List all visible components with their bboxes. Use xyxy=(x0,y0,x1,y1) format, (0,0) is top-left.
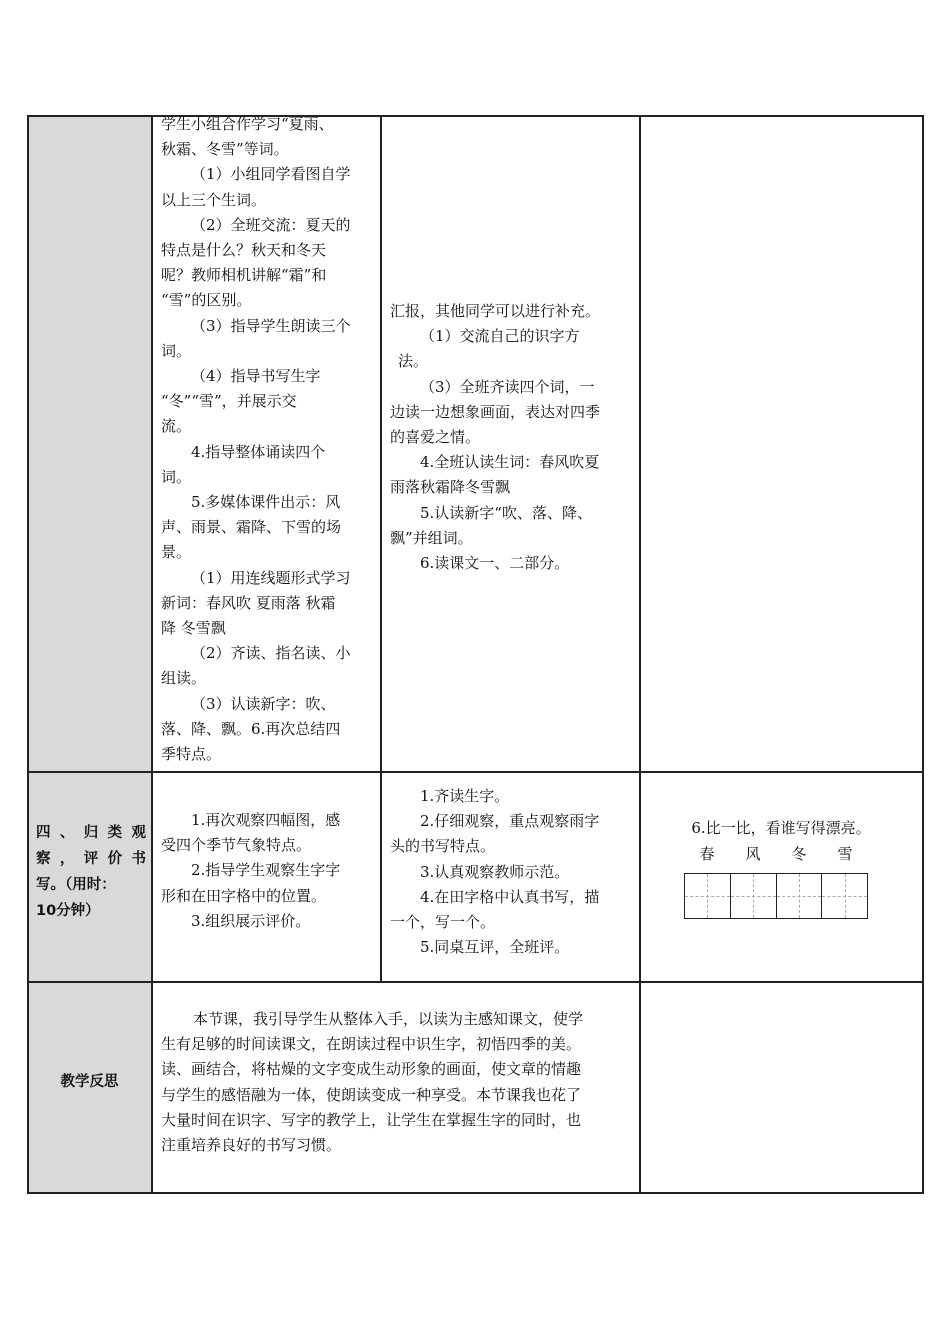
title-line: 写。（用时： xyxy=(36,877,116,893)
text-line: 与学生的感悟融为一体，使朗读变成一种享受。本节课我也花了 xyxy=(161,1085,582,1104)
text-line: 3.组织展示评价。 xyxy=(191,911,311,930)
text-line: 受四个季节气象特点。 xyxy=(161,836,312,855)
text-line: 5.同桌互评，全班评。 xyxy=(420,938,570,957)
row2-section-title xyxy=(36,820,146,924)
writing-practice-chars xyxy=(684,842,868,867)
text-line: 3.认真观察教师示范。 xyxy=(420,862,570,881)
text-line: 流。 xyxy=(161,417,192,436)
row3-section-title: 教学反思 xyxy=(60,1074,119,1090)
text-line: 汇报，其他同学可以进行补充。 xyxy=(390,302,601,320)
text-line: 读、画结合，将枯燥的文字变成生动形象的画面，使文章的情趣 xyxy=(161,1060,582,1079)
text-line: 2.仔细观察，重点观察雨字 xyxy=(420,812,600,831)
table-border-left xyxy=(27,115,29,1194)
text-line: 新词：春风吹 夏雨落 秋霜 xyxy=(161,593,336,612)
text-line: 5.认读新字“吹、落、降、 xyxy=(420,503,592,522)
column-divider-3 xyxy=(639,115,641,1194)
text-line: 呢？教师相机讲解“霜”和 xyxy=(161,266,327,285)
writing-practice-title: 6.比一比，看谁写得漂亮。 xyxy=(691,819,871,837)
text-line: 本节课，我引导学生从整体入手，以读为主感知课文，使学 xyxy=(193,1010,584,1028)
text-line: （2）齐读、指名读、小 xyxy=(191,644,351,663)
text-line: 秋霜、冬雪”等词。 xyxy=(161,140,289,159)
text-line: 声、雨景、霜降、下雪的场 xyxy=(161,518,342,537)
tianzige-cell xyxy=(822,874,867,918)
text-line: （1）小组同学看图自学 xyxy=(191,165,351,184)
text-line: 特点是什么？秋天和冬天 xyxy=(161,241,327,260)
text-line: 景。 xyxy=(161,543,192,562)
text-line: 4.全班认读生词：春风吹夏 xyxy=(420,453,600,472)
text-line: 一个，写一个。 xyxy=(390,913,496,932)
text-line: “雪”的区别。 xyxy=(161,291,252,310)
text-line: 词。 xyxy=(161,341,192,360)
text-line: 季特点。 xyxy=(161,745,222,764)
text-line: （1）用连线题形式学习 xyxy=(191,568,351,587)
tianzige-cell xyxy=(777,874,823,918)
text-line: 的喜爱之情。 xyxy=(390,428,481,447)
text-line: （4）指导书写生字 xyxy=(191,367,321,386)
tianzige-cell xyxy=(685,874,731,918)
text-line: （1）交流自己的识字方 xyxy=(420,327,580,346)
text-line: 1.再次观察四幅图，感 xyxy=(191,811,341,829)
practice-char: 风 xyxy=(745,845,761,863)
text-line: 飘”并组词。 xyxy=(390,528,473,547)
text-line: （3）全班齐读四个词，一 xyxy=(420,377,595,396)
teaching-reflection xyxy=(161,1007,637,1158)
text-line: 边读一边想象画面，表达对四季 xyxy=(390,402,601,421)
text-line: 1.齐读生字。 xyxy=(420,787,510,805)
practice-char: 春 xyxy=(699,845,715,863)
tianzige-cell xyxy=(731,874,777,918)
text-line: 词。 xyxy=(161,467,192,486)
text-line: （2）全班交流：夏天的 xyxy=(191,215,351,234)
row1-header-cell xyxy=(28,116,151,772)
tianzige-grid xyxy=(684,873,868,919)
text-line: “冬”“雪”，并展示交 xyxy=(161,392,297,411)
column-divider-2 xyxy=(380,115,382,982)
text-line: 2.指导学生观察生字字 xyxy=(191,861,341,880)
text-line: 4.指导整体诵读四个 xyxy=(191,442,326,461)
text-line: （3）认读新字：吹、 xyxy=(191,694,336,713)
text-line: 学生小组合作学习“夏雨、 xyxy=(161,115,334,133)
text-line: 生有足够的时间读课文，在朗读过程中识生字，初悟四季的美。 xyxy=(161,1035,582,1054)
title-line: 10分钟） xyxy=(36,903,100,919)
text-line: 6.读课文一、二部分。 xyxy=(420,554,570,573)
table-border-row2-bottom xyxy=(27,981,924,983)
text-line: 头的书写特点。 xyxy=(390,837,496,856)
row2-teacher-activity xyxy=(161,808,376,934)
row1-teacher-activity xyxy=(161,112,376,767)
text-line: 组读。 xyxy=(161,669,207,688)
row2-student-activity xyxy=(390,784,636,960)
practice-char: 冬 xyxy=(791,845,807,863)
title-line: 察，评价书 xyxy=(36,851,146,867)
text-line: 5.多媒体课件出示：风 xyxy=(191,493,341,512)
text-line: 落、降、飘。6.再次总结四 xyxy=(161,719,341,738)
row1-student-activity xyxy=(390,299,636,576)
text-line: 4.在田字格中认真书写，描 xyxy=(420,887,600,906)
text-line: 降 冬雪飘 xyxy=(161,619,226,638)
text-line: （3）指导学生朗读三个 xyxy=(191,316,351,335)
text-line: 法。 xyxy=(398,352,429,371)
table-border-row1-bottom xyxy=(27,771,924,773)
text-line: 以上三个生词。 xyxy=(161,190,267,209)
practice-char: 雪 xyxy=(837,845,853,863)
column-divider-1 xyxy=(151,115,153,1194)
title-line: 四、归类观 xyxy=(36,825,146,841)
text-line: 注重培养良好的书写习惯。 xyxy=(161,1136,342,1155)
text-line: 大量时间在识字、写字的教学上，让学生在掌握生字的同时，也 xyxy=(161,1110,582,1129)
table-border-bottom xyxy=(27,1192,924,1194)
text-line: 形和在田字格中的位置。 xyxy=(161,886,327,905)
text-line: 雨落秋霜降冬雪飘 xyxy=(390,478,511,497)
table-border-right xyxy=(922,115,924,1194)
